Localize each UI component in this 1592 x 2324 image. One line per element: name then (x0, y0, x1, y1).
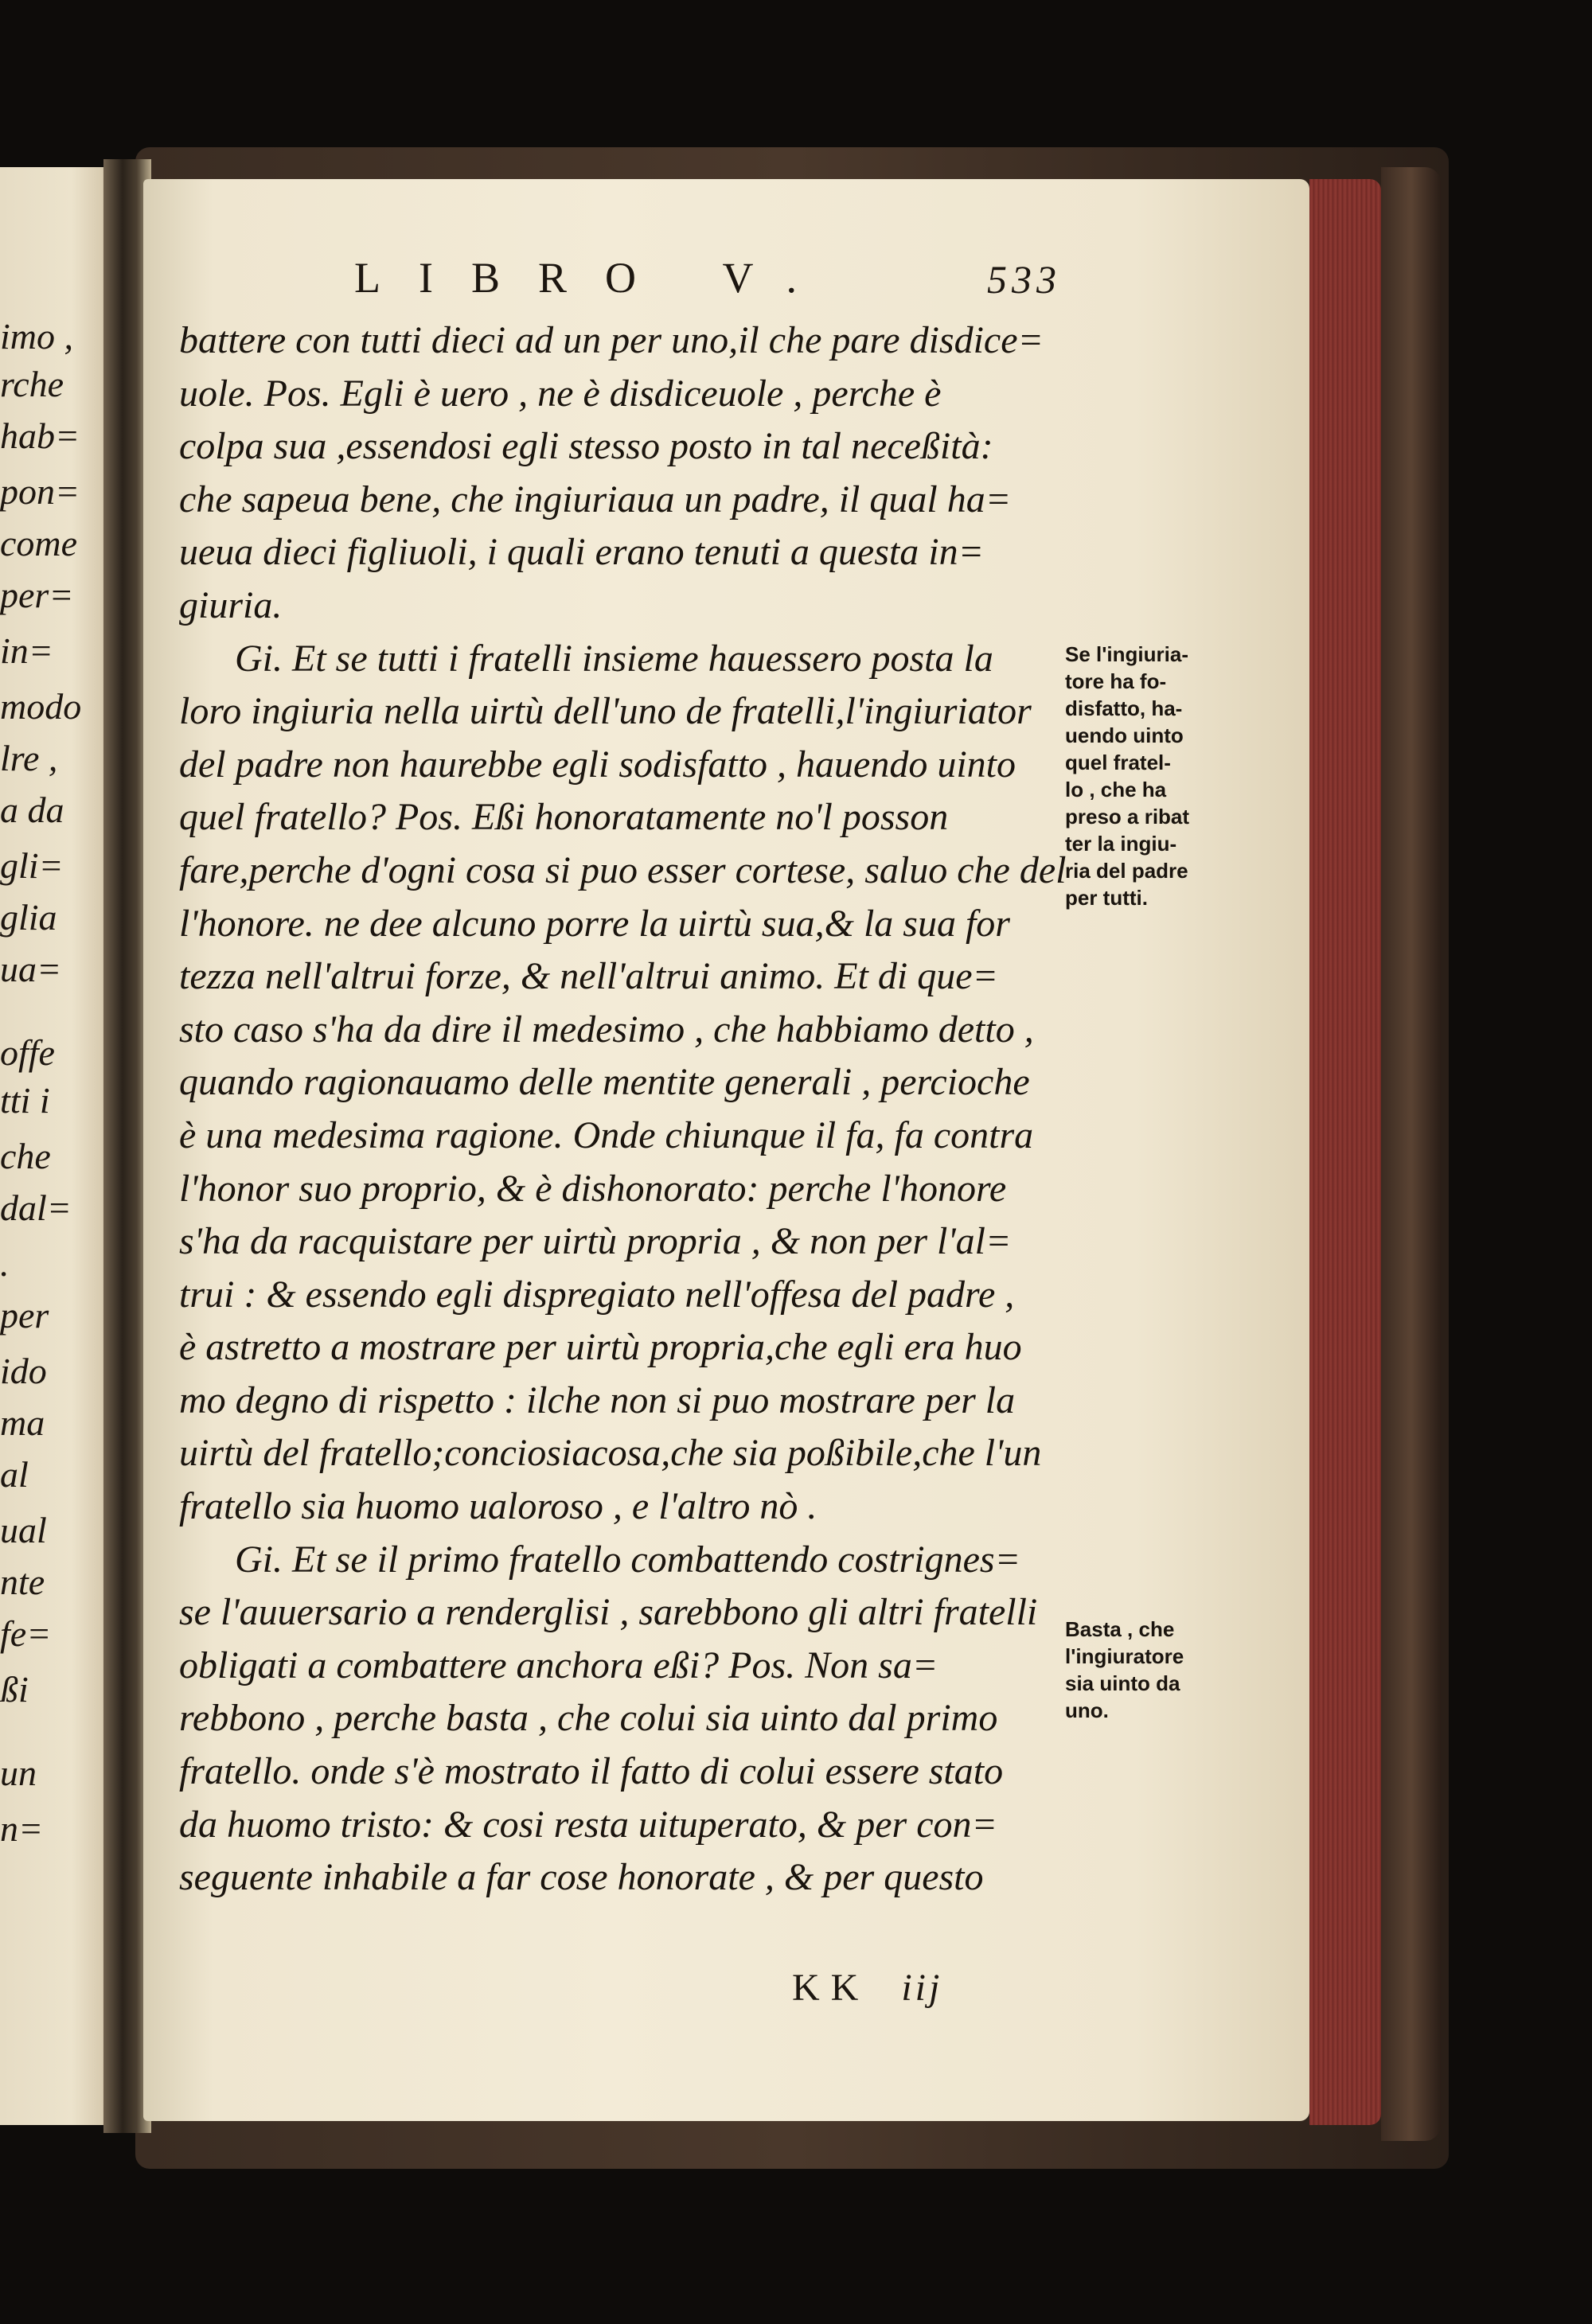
text-line: da huomo tristo: & cosi resta uituperato, & per con= (179, 1803, 997, 1846)
text-line: mo degno di rispetto : ilche non si puo mostrare per la (179, 1378, 1016, 1421)
text-line: è una medesima ragione. Onde chiunque il fa, fa contra (179, 1113, 1034, 1156)
text-line: trui : & essendo egli dispregiato nell'offesa del padre , (179, 1273, 1015, 1316)
left-page-text-fragment: un (0, 1753, 37, 1793)
margin-note-line: Se l'ingiuria- (1065, 642, 1188, 666)
running-title: LIBRO V. (354, 254, 836, 302)
margin-note-line: tore ha fo- (1065, 669, 1167, 693)
left-page-text-fragment: per= (0, 575, 74, 615)
left-page-text-fragment: ßi (0, 1669, 29, 1710)
text-line: quel fratello? Pos. Eßi honoratamente no'l posson (179, 796, 949, 839)
text-line: è astretto a mostrare per uirtù propria,che egli era huo (179, 1326, 1022, 1369)
left-page-text-fragment: in= (0, 630, 53, 671)
margin-note-line: preso a ribat (1065, 805, 1190, 829)
left-page-text-fragment: a da (0, 790, 64, 830)
left-page-text-fragment: pon= (0, 471, 80, 512)
margin-note-line: uendo uinto (1065, 723, 1184, 747)
margin-note-2 (1065, 1616, 1232, 1724)
left-page-text-fragment: fe= (0, 1613, 52, 1654)
left-page-text-fragment: ua= (0, 949, 62, 989)
page-number: 533 (987, 257, 1061, 302)
text-line: fratello. onde s'è mostrato il fatto di colui essere stato (179, 1750, 1004, 1793)
margin-note-1 (1065, 641, 1232, 911)
text-line: Gi. Et se tutti i fratelli insieme hauessero posta la (235, 637, 993, 680)
text-line: che sapeua bene, che ingiuriaua un padre, il qual ha= (179, 478, 1012, 521)
text-line: seguente inhabile a far cose honorate , & per questo (179, 1856, 984, 1899)
text-line: quando ragionauamo delle mentite generali , percioche (179, 1061, 1030, 1104)
left-page-text-fragment: gli= (0, 845, 64, 886)
text-line: uirtù del fratello;conciosiacosa,che sia poßibile,che l'un (179, 1432, 1042, 1475)
margin-note-line: quel fratel- (1065, 751, 1171, 774)
left-page-text-fragment: offe (0, 1032, 55, 1073)
left-page-text-fragment: n= (0, 1808, 44, 1849)
margin-note-line: Basta , che (1065, 1617, 1175, 1641)
margin-note-line: sia uinto da (1065, 1671, 1180, 1695)
red-page-edges (1309, 179, 1381, 2125)
text-line: obligati a combattere anchora eßi? Pos. Non sa= (179, 1644, 938, 1686)
text-line: del padre non haurebbe egli sodisfatto , hauendo uinto (179, 743, 1016, 786)
text-line: uole. Pos. Egli è uero , ne è disdiceuole , perche è (179, 372, 942, 415)
margin-note-line: uno. (1065, 1698, 1109, 1722)
left-page-text-fragment: tti i (0, 1080, 50, 1121)
left-page-text-fragment: ma (0, 1402, 45, 1443)
margin-note-line: ter la ingiu- (1065, 832, 1177, 856)
left-page-text-fragment: glia (0, 897, 57, 938)
left-page-text-fragment: nte (0, 1562, 45, 1602)
signature-mark (792, 1966, 942, 2010)
left-page-text-fragment: dal= (0, 1187, 72, 1228)
body-text (179, 314, 1067, 1905)
margin-note-line: disfatto, ha- (1065, 696, 1183, 720)
text-line: fratello sia huomo ualoroso , e l'altro nò . (179, 1485, 817, 1528)
left-page-text-fragment: imo , (0, 316, 73, 357)
book-board-edge (1381, 167, 1441, 2141)
left-page-text-fragment: rche (0, 364, 64, 404)
left-page-text-fragment: ido (0, 1351, 47, 1391)
text-line: battere con tutti dieci ad un per uno,il che pare disdice= (179, 319, 1044, 361)
left-page-text-fragment: lre , (0, 738, 58, 778)
text-line: fare,perche d'ogni cosa si puo esser cortese, saluo che del (179, 848, 1067, 891)
margin-note-line: per tutti. (1065, 886, 1148, 910)
signature-number: iij (901, 1967, 943, 2009)
signature-letters: KK (792, 1967, 870, 2009)
left-page-fragment (0, 167, 119, 2125)
text-line: colpa sua ,essendosi egli stesso posto in tal neceßità: (179, 425, 993, 468)
text-line: ueua dieci figliuoli, i quali erano tenuti a questa in= (179, 531, 984, 574)
text-line: l'honor suo proprio, & è dishonorato: perche l'honore (179, 1167, 1007, 1210)
left-page-text-fragment: che (0, 1136, 51, 1176)
margin-note-line: l'ingiuratore (1065, 1644, 1184, 1668)
left-page-text-fragment: per (0, 1295, 49, 1336)
text-line: Gi. Et se il primo fratello combattendo costrignes= (235, 1538, 1020, 1581)
text-line: giuria. (179, 583, 283, 626)
margin-note-line: lo , che ha (1065, 778, 1167, 801)
text-line: se l'auuersario a renderglisi , sarebbono gli altri fratelli (179, 1591, 1038, 1634)
text-line: l'honore. ne dee alcuno porre la uirtù sua,& la sua for (179, 902, 1010, 945)
text-line: loro ingiuria nella uirtù dell'uno de fratelli,l'ingiuriator (179, 690, 1032, 733)
left-page-text-fragment: ual (0, 1510, 47, 1550)
left-page-text-fragment: . (0, 1243, 10, 1284)
text-line: s'ha da racquistare per uirtù propria , & non per l'al= (179, 1220, 1012, 1263)
left-page-text-fragment: al (0, 1454, 29, 1495)
text-line: sto caso s'ha da dire il medesimo , che habbiamo detto , (179, 1008, 1034, 1051)
text-line: rebbono , perche basta , che colui sia uinto dal primo (179, 1697, 998, 1740)
left-page-text-fragment: come (0, 523, 78, 563)
left-page-text-fragment: modo (0, 686, 82, 727)
text-line: tezza nell'altrui forze, & nell'altrui animo. Et di que= (179, 955, 998, 998)
left-page-text-fragment: hab= (0, 415, 80, 456)
margin-note-line: ria del padre (1065, 859, 1188, 883)
